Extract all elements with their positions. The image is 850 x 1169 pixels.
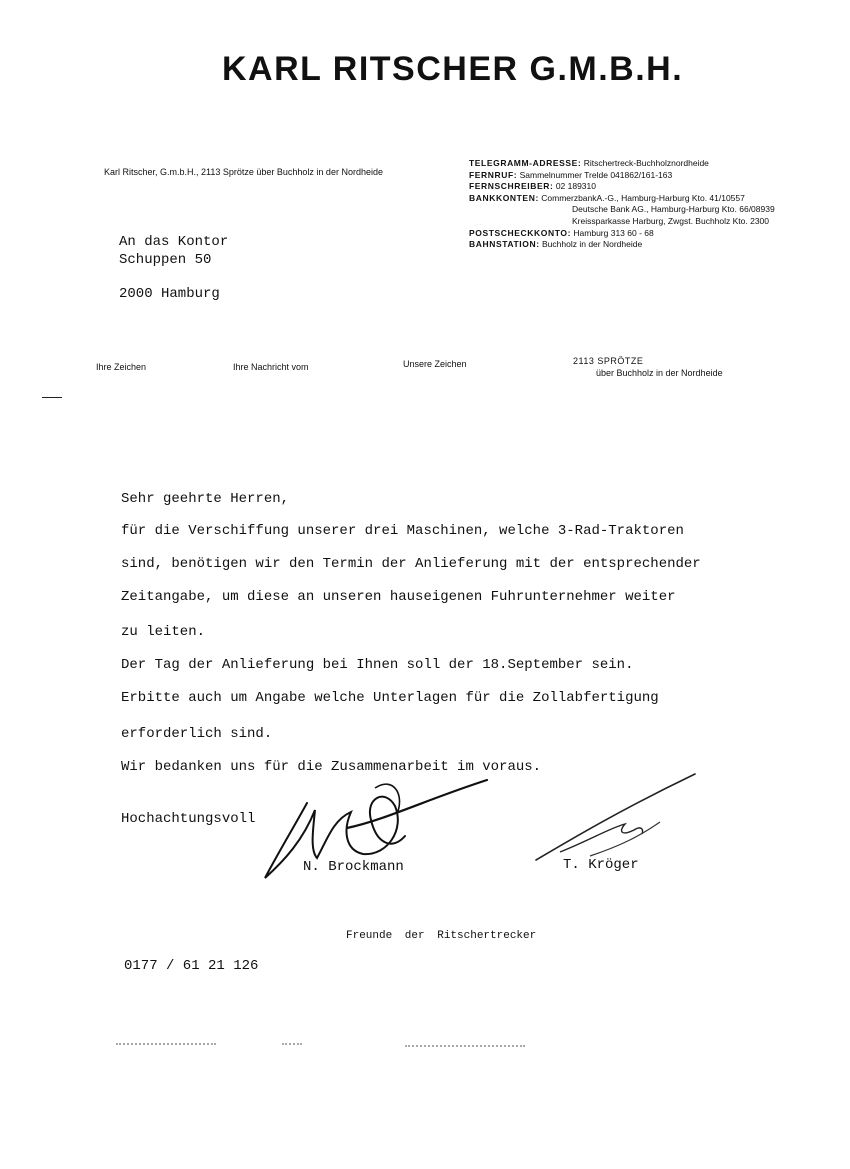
fernruf-label: FERNRUF: [469,169,518,180]
closing: Hochachtungsvoll [121,811,256,827]
body-line: Zeitangabe, um diese an unseren hauseigenen Fuhrunternehmer weiter [121,589,676,605]
postscheck-value: Hamburg 313 60 - 68 [573,227,654,238]
bahnstation-label: BAHNSTATION: [469,239,540,250]
signature-kroeger [530,770,700,870]
bankkonten-label: BANKKONTEN: [469,192,539,203]
body-line: erforderlich sind. [121,726,273,742]
signer-2-name: T. Kröger [563,857,639,873]
scan-artifact [405,1045,525,1047]
fold-mark [42,397,62,398]
ihre-zeichen-label: Ihre Zeichen [96,362,147,372]
recipient-line-1: An das Kontor [119,234,229,250]
place-name: 2113 SPRÖTZE [573,356,644,366]
footer-tagline: Freunde der Ritschertrecker [346,930,537,942]
recipient-line-2: Schuppen 50 [119,252,212,268]
body-line: Wir bedanken uns für die Zusammenarbeit im voraus. [121,759,542,775]
fernschreiber-value: 02 189310 [555,181,596,192]
telegramm-label: TELEGRAMM-ADRESSE: [469,158,582,168]
signer-1-name: N. Brockmann [303,859,404,875]
body-line: Erbitte auch um Angabe welche Unterlagen für die Zollabfertigung [121,690,659,706]
place-subline: über Buchholz in der Nordheide [596,368,723,378]
telegramm-value: Ritschertreck-Buchholznordheide [583,158,709,168]
fernschreiber-label: FERNSCHREIBER: [469,181,554,192]
body-line: Der Tag der Anlieferung bei Ihnen soll der 18.September sein. [121,657,634,673]
bahnstation-value: Buchholz in der Nordheide [542,239,643,250]
scan-artifact [116,1043,216,1045]
bank-account-3: Kreissparkasse Harburg, Zwgst. Buchholz Kto. 2300 [572,215,770,226]
body-line: für die Verschiffung unserer drei Maschinen, welche 3-Rad-Traktoren [121,523,684,539]
body-line: sind, benötigen wir den Termin der Anlieferung mit der entsprechender [121,556,701,572]
scan-artifact [282,1043,302,1045]
postscheck-label: POSTSCHECKKONTO: [469,227,572,238]
recipient-city: 2000 Hamburg [119,286,220,302]
ihre-nachricht-label: Ihre Nachricht vom [233,362,309,372]
footer-phone: 0177 / 61 21 126 [124,958,259,974]
bank-account-2: Deutsche Bank AG., Hamburg-Harburg Kto. 66/08939 [572,204,775,215]
unsere-zeichen-label: Unsere Zeichen [403,359,467,369]
salutation: Sehr geehrte Herren, [121,491,290,507]
fernruf-value: Sammelnummer Trelde 041862/161-163 [519,169,673,180]
sender-return-address: Karl Ritscher, G.m.b.H., 2113 Sprötze über Buchholz in der Nordheide [104,167,383,177]
company-name: KARL RITSCHER G.M.B.H. [222,50,684,88]
contact-block [469,158,775,251]
bank-account-1: CommerzbankA.-G., Hamburg-Harburg Kto. 41/10557 [541,192,745,203]
body-line: zu leiten. [121,624,206,640]
